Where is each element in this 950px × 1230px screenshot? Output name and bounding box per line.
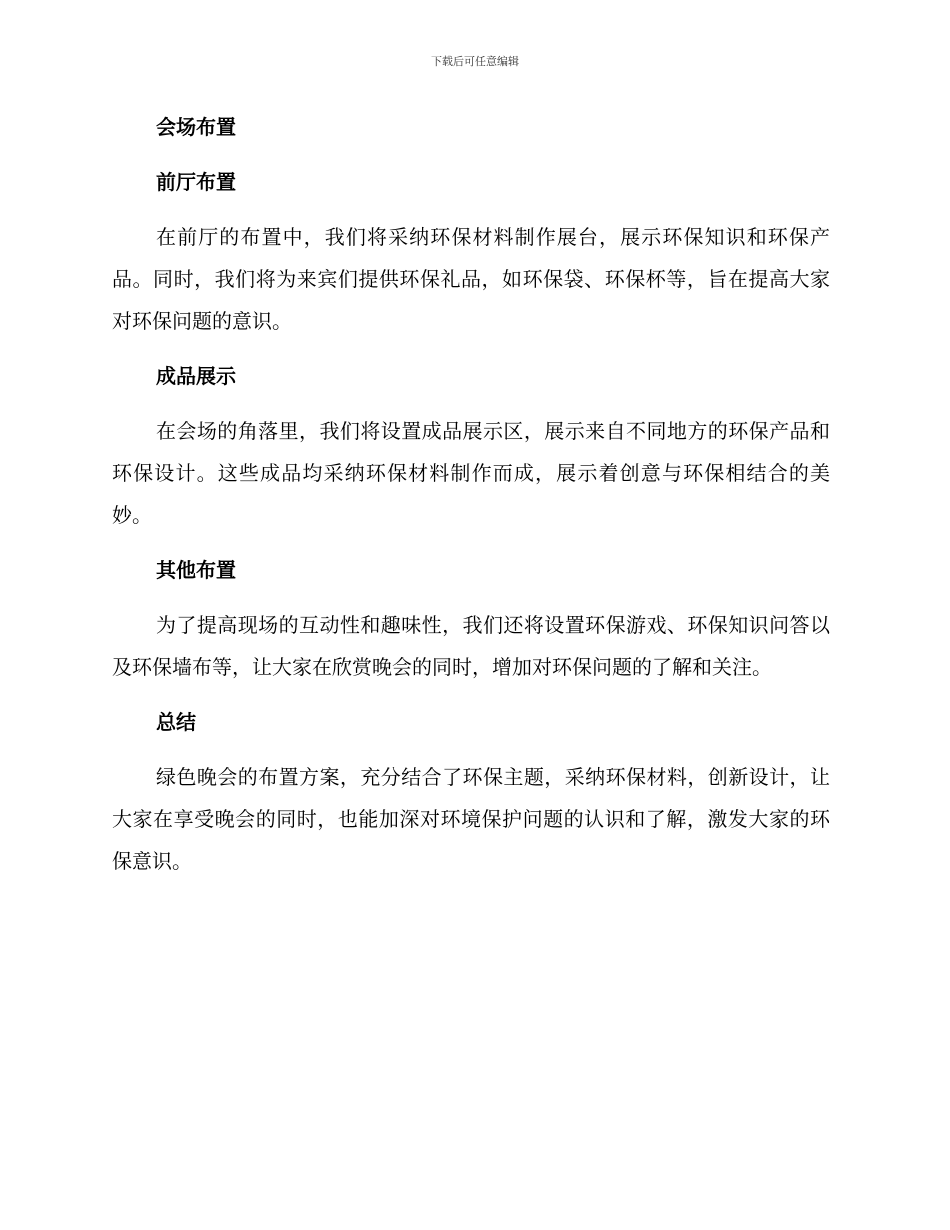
paragraph-product-display: 在会场的角落里，我们将设置成品展示区，展示来自不同地方的环保产品和环保设计。这些成品均采纳环保材料制作而成，展示着创意与环保相结合的美妙。 [112,419,830,527]
document-body [112,106,830,895]
paragraph-summary: 绿色晚会的布置方案，充分结合了环保主题，采纳环保材料，创新设计，让大家在享受晚会的同时，也能加深对环境保护问题的认识和了解，激发大家的环保意识。 [112,765,830,873]
section-heading-other-layout: 其他布置 [156,558,236,582]
paragraph-lobby-layout: 在前厅的布置中，我们将采纳环保材料制作展台，展示环保知识和环保产品。同时，我们将为来宾们提供环保礼品，如环保袋、环保杯等，旨在提高大家对环保问题的意识。 [112,225,830,333]
section-heading-venue-layout: 会场布置 [156,115,236,139]
section-heading-lobby-layout: 前厅布置 [156,170,236,194]
page-header: 下载后可任意编辑 [431,55,519,68]
section-heading-summary: 总结 [156,710,196,734]
section-heading-product-display: 成品展示 [156,364,236,388]
paragraph-other-layout: 为了提高现场的互动性和趣味性，我们还将设置环保游戏、环保知识问答以及环保墙布等，让大家在欣赏晚会的同时，增加对环保问题的了解和关注。 [112,613,830,679]
